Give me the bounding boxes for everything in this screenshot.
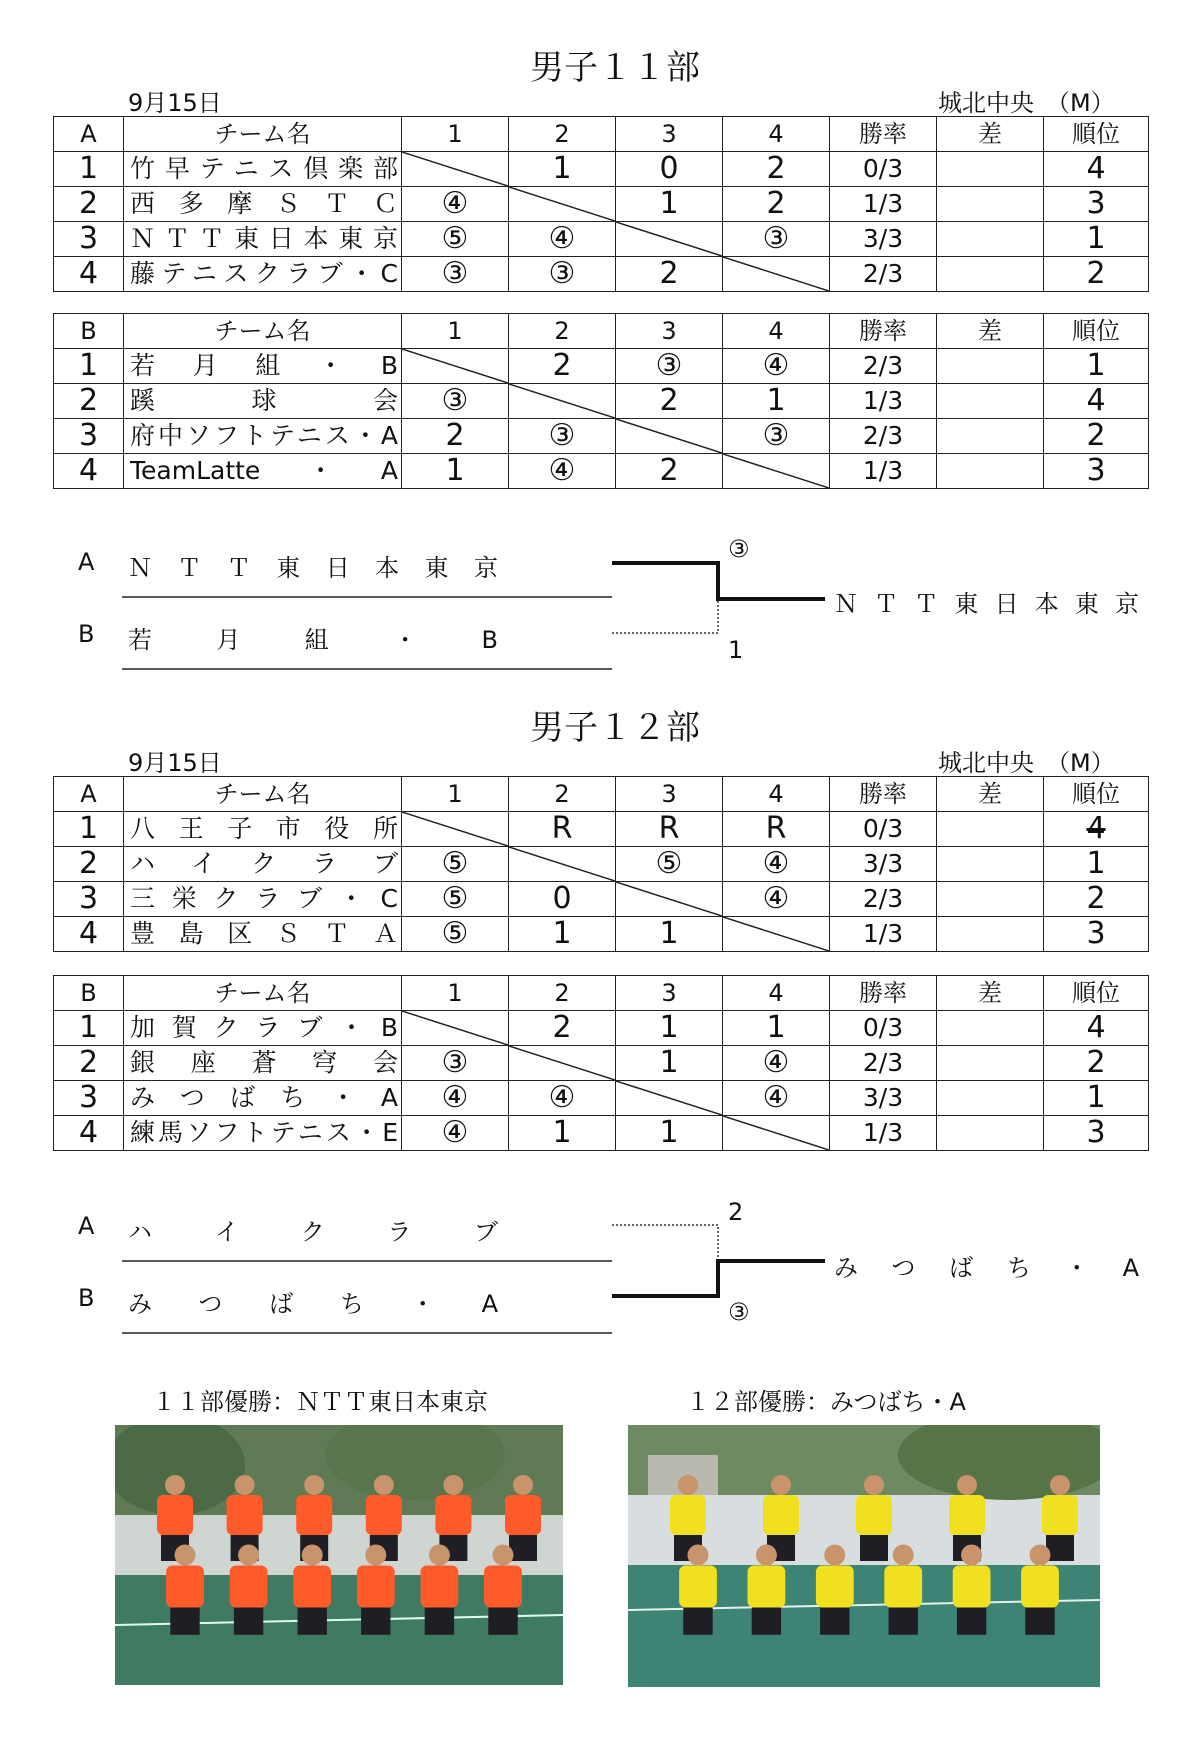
team-name-cell bbox=[124, 812, 402, 847]
match-result: 2 bbox=[616, 384, 723, 419]
match-result: ⑤ bbox=[402, 917, 509, 952]
match-result: 2 bbox=[509, 349, 616, 384]
diff-cell bbox=[937, 1081, 1044, 1116]
rank-header: 順位 bbox=[1044, 314, 1149, 349]
winrate-cell: 2/3 bbox=[830, 419, 937, 454]
table-header-row bbox=[54, 777, 1149, 812]
winrate-cell: 1/3 bbox=[830, 384, 937, 419]
col2-header: 2 bbox=[509, 314, 616, 349]
match-result: ④ bbox=[509, 454, 616, 489]
diagonal-cell bbox=[616, 1081, 723, 1116]
diagonal-line bbox=[616, 882, 722, 916]
match-result: ④ bbox=[509, 222, 616, 257]
final1-b-team: 若月組・B bbox=[128, 626, 498, 654]
diagonal-line bbox=[509, 1046, 615, 1080]
team-name-cell bbox=[124, 1011, 402, 1046]
final1-winner: ＮＴＴ東日本東京 bbox=[834, 590, 1139, 618]
col3-header: 3 bbox=[616, 117, 723, 152]
rank-cell: 4 bbox=[1044, 152, 1149, 187]
diagonal-cell bbox=[616, 882, 723, 917]
group-label: A bbox=[54, 777, 124, 812]
match-result: 2 bbox=[616, 257, 723, 292]
match-result: 1 bbox=[509, 1116, 616, 1151]
winrate-cell: 2/3 bbox=[830, 349, 937, 384]
rank-header: 順位 bbox=[1044, 976, 1149, 1011]
team-name-cell bbox=[124, 1116, 402, 1151]
match-result: ③ bbox=[616, 349, 723, 384]
match-result: ③ bbox=[509, 257, 616, 292]
winrate-cell: 1/3 bbox=[830, 187, 937, 222]
row-number: 3 bbox=[54, 882, 124, 917]
group-label: B bbox=[54, 314, 124, 349]
team-name: TeamLatte・A bbox=[130, 456, 398, 485]
match-result: ④ bbox=[723, 1046, 830, 1081]
team-name: みつばち・A bbox=[130, 1083, 398, 1112]
match-result: ③ bbox=[402, 1046, 509, 1081]
rank-cell: 3 bbox=[1044, 454, 1149, 489]
diagonal-line bbox=[723, 917, 829, 951]
table-row bbox=[54, 1046, 1149, 1081]
diff-cell bbox=[937, 847, 1044, 882]
photo1-illustration bbox=[115, 1425, 563, 1685]
match-result: ③ bbox=[402, 384, 509, 419]
match-result: ④ bbox=[723, 882, 830, 917]
col2-header: 2 bbox=[509, 976, 616, 1011]
section2-venue: 城北中央 （M） bbox=[938, 749, 1115, 777]
col4-header: 4 bbox=[723, 976, 830, 1011]
rank-cell: 2 bbox=[1044, 882, 1149, 917]
final2-b-score: ③ bbox=[728, 1298, 750, 1326]
winrate-cell: 0/3 bbox=[830, 1011, 937, 1046]
table-row bbox=[54, 917, 1149, 952]
team-name: 藤テニスクラブ・C bbox=[130, 259, 398, 288]
winrate-header: 勝率 bbox=[830, 976, 937, 1011]
table-row bbox=[54, 812, 1149, 847]
table-row bbox=[54, 847, 1149, 882]
team-name: 竹早テニス倶楽部 bbox=[130, 154, 398, 183]
group-label: A bbox=[54, 117, 124, 152]
rank-header: 順位 bbox=[1044, 117, 1149, 152]
team-name-cell bbox=[124, 917, 402, 952]
match-result: 2 bbox=[616, 454, 723, 489]
col1-header: 1 bbox=[402, 117, 509, 152]
rank-cell: 1 bbox=[1044, 222, 1149, 257]
team-col-header: チーム名 bbox=[124, 976, 402, 1011]
match-result: ③ bbox=[723, 222, 830, 257]
team-name-cell bbox=[124, 1081, 402, 1116]
final2-b-label: B bbox=[78, 1284, 95, 1312]
match-result: ③ bbox=[402, 257, 509, 292]
winrate-header: 勝率 bbox=[830, 777, 937, 812]
table-header-row bbox=[54, 976, 1149, 1011]
match-result: 1 bbox=[616, 1116, 723, 1151]
match-result: 0 bbox=[509, 882, 616, 917]
rank-cell: 4 bbox=[1044, 384, 1149, 419]
final2-winner: みつばち・A bbox=[834, 1254, 1139, 1282]
match-result: R bbox=[616, 812, 723, 847]
row-number: 3 bbox=[54, 419, 124, 454]
match-result: ④ bbox=[723, 847, 830, 882]
col4-header: 4 bbox=[723, 777, 830, 812]
final1-a-score: ③ bbox=[728, 535, 750, 563]
diagonal-cell bbox=[723, 1116, 830, 1151]
row-number: 4 bbox=[54, 917, 124, 952]
match-result: 1 bbox=[402, 454, 509, 489]
photo2-illustration bbox=[628, 1425, 1100, 1687]
rank-cell: 4 bbox=[1044, 812, 1149, 847]
match-result: ③ bbox=[723, 419, 830, 454]
match-result: ③ bbox=[509, 419, 616, 454]
diagonal-cell bbox=[509, 1046, 616, 1081]
team-col-header: チーム名 bbox=[124, 777, 402, 812]
team-name: 蹊球会 bbox=[130, 386, 398, 415]
row-number: 4 bbox=[54, 454, 124, 489]
rank-cell: 2 bbox=[1044, 1046, 1149, 1081]
diff-header: 差 bbox=[937, 777, 1044, 812]
winrate-cell: 2/3 bbox=[830, 257, 937, 292]
team-name: 若月組・B bbox=[130, 351, 398, 380]
match-result: ④ bbox=[402, 1116, 509, 1151]
match-result: ④ bbox=[402, 187, 509, 222]
match-result: 2 bbox=[509, 1011, 616, 1046]
winrate-cell: 1/3 bbox=[830, 917, 937, 952]
row-number: 1 bbox=[54, 812, 124, 847]
team-name-cell bbox=[124, 882, 402, 917]
diagonal-line bbox=[723, 1116, 829, 1150]
match-result: ⑤ bbox=[402, 847, 509, 882]
col3-header: 3 bbox=[616, 777, 723, 812]
winrate-cell: 0/3 bbox=[830, 812, 937, 847]
team-name: 練馬ソフトテニス・E bbox=[130, 1118, 398, 1147]
col4-header: 4 bbox=[723, 314, 830, 349]
table-row bbox=[54, 1116, 1149, 1151]
match-result: ④ bbox=[723, 1081, 830, 1116]
team-name: ＮＴＴ東日本東京 bbox=[130, 224, 398, 253]
match-result: ④ bbox=[723, 349, 830, 384]
match-result: R bbox=[723, 812, 830, 847]
row-number: 3 bbox=[54, 222, 124, 257]
team-name: 三栄クラブ・C bbox=[130, 884, 398, 913]
team-col-header: チーム名 bbox=[124, 117, 402, 152]
winrate-header: 勝率 bbox=[830, 117, 937, 152]
match-result: 1 bbox=[616, 187, 723, 222]
match-result: ④ bbox=[402, 1081, 509, 1116]
rank-cell: 2 bbox=[1044, 257, 1149, 292]
section1-title: 男子１１部 bbox=[530, 48, 700, 88]
diff-header: 差 bbox=[937, 976, 1044, 1011]
section1-date: 9月15日 bbox=[128, 89, 222, 117]
team-name: 西多摩ＳＴＣ bbox=[130, 189, 398, 218]
team-name-cell bbox=[124, 847, 402, 882]
rank-cell: 3 bbox=[1044, 917, 1149, 952]
rank-cell: 1 bbox=[1044, 847, 1149, 882]
final2-a-team: ハイクラブ bbox=[128, 1218, 498, 1246]
row-number: 4 bbox=[54, 257, 124, 292]
col1-header: 1 bbox=[402, 777, 509, 812]
diagonal-line bbox=[402, 1011, 508, 1045]
winrate-cell: 1/3 bbox=[830, 1116, 937, 1151]
photo1-caption: １１部優勝：ＮＴＴ東日本東京 bbox=[152, 1388, 488, 1416]
group-label: B bbox=[54, 976, 124, 1011]
photo1-team-11 bbox=[115, 1425, 563, 1685]
diff-cell bbox=[937, 1011, 1044, 1046]
row-number: 2 bbox=[54, 1046, 124, 1081]
diff-header: 差 bbox=[937, 314, 1044, 349]
match-result: 1 bbox=[723, 384, 830, 419]
team-name: 府中ソフトテニス・A bbox=[130, 421, 398, 450]
row-number: 4 bbox=[54, 1116, 124, 1151]
row-number: 1 bbox=[54, 152, 124, 187]
table-row bbox=[54, 1081, 1149, 1116]
diff-cell bbox=[937, 882, 1044, 917]
final1-b-label: B bbox=[78, 620, 95, 648]
winrate-header: 勝率 bbox=[830, 314, 937, 349]
row-number: 2 bbox=[54, 384, 124, 419]
match-result: 1 bbox=[616, 1046, 723, 1081]
team-name: 加賀クラブ・B bbox=[130, 1013, 398, 1042]
col3-header: 3 bbox=[616, 976, 723, 1011]
rank-cell: 1 bbox=[1044, 1081, 1149, 1116]
match-result: 1 bbox=[616, 1011, 723, 1046]
diagonal-cell bbox=[509, 847, 616, 882]
rank-cell: 1 bbox=[1044, 349, 1149, 384]
diff-cell bbox=[937, 812, 1044, 847]
match-result: R bbox=[509, 812, 616, 847]
col3-header: 3 bbox=[616, 314, 723, 349]
diff-header: 差 bbox=[937, 117, 1044, 152]
match-result: ④ bbox=[509, 1081, 616, 1116]
section2-date: 9月15日 bbox=[128, 749, 222, 777]
match-result: 2 bbox=[723, 152, 830, 187]
table-row bbox=[54, 882, 1149, 917]
table-row bbox=[54, 1011, 1149, 1046]
diff-cell bbox=[937, 1046, 1044, 1081]
row-number: 3 bbox=[54, 1081, 124, 1116]
section2-group-b-table bbox=[53, 975, 1149, 1151]
diff-cell bbox=[937, 917, 1044, 952]
team-name: ハイクラブ bbox=[130, 849, 398, 878]
final2-b-team: みつばち・A bbox=[128, 1290, 498, 1318]
rank-header: 順位 bbox=[1044, 777, 1149, 812]
match-result: ⑤ bbox=[402, 222, 509, 257]
match-result: 1 bbox=[616, 917, 723, 952]
match-result: ⑤ bbox=[616, 847, 723, 882]
final2-a-label: A bbox=[78, 1212, 95, 1240]
team-name-cell bbox=[124, 1046, 402, 1081]
diagonal-cell bbox=[723, 917, 830, 952]
winrate-cell: 2/3 bbox=[830, 1046, 937, 1081]
winrate-cell: 0/3 bbox=[830, 152, 937, 187]
team-name: 豊島区ＳＴＡ bbox=[130, 919, 398, 948]
winrate-cell: 3/3 bbox=[830, 847, 937, 882]
diagonal-cell bbox=[402, 1011, 509, 1046]
row-number: 1 bbox=[54, 1011, 124, 1046]
col2-header: 2 bbox=[509, 117, 616, 152]
rank-cell: 2 bbox=[1044, 419, 1149, 454]
row-number: 2 bbox=[54, 187, 124, 222]
match-result: 1 bbox=[723, 1011, 830, 1046]
section2-title: 男子１２部 bbox=[530, 708, 700, 748]
final1-a-label: A bbox=[78, 548, 95, 576]
team-name: 八王子市役所 bbox=[130, 814, 398, 843]
rank-cell: 4 bbox=[1044, 1011, 1149, 1046]
team-col-header: チーム名 bbox=[124, 314, 402, 349]
final1-b-score: 1 bbox=[728, 636, 744, 664]
row-number: 2 bbox=[54, 847, 124, 882]
photo2-caption: １２部優勝：みつばち・A bbox=[686, 1388, 966, 1416]
winrate-cell: 1/3 bbox=[830, 454, 937, 489]
row-number: 1 bbox=[54, 349, 124, 384]
match-result: ⑤ bbox=[402, 882, 509, 917]
match-result: 2 bbox=[723, 187, 830, 222]
diagonal-line bbox=[616, 1081, 722, 1115]
match-result: 2 bbox=[402, 419, 509, 454]
match-result: 1 bbox=[509, 917, 616, 952]
rank-cell: 3 bbox=[1044, 187, 1149, 222]
diagonal-line bbox=[402, 812, 508, 846]
section1-venue: 城北中央 （M） bbox=[938, 89, 1115, 117]
rank-cell: 3 bbox=[1044, 1116, 1149, 1151]
col1-header: 1 bbox=[402, 976, 509, 1011]
diagonal-line bbox=[509, 847, 615, 881]
diff-cell bbox=[937, 1116, 1044, 1151]
photo2-team-12 bbox=[628, 1425, 1100, 1687]
section2-group-a-table bbox=[53, 776, 1149, 952]
final1-a-team: ＮＴＴ東日本東京 bbox=[128, 554, 498, 582]
final2-a-score: 2 bbox=[728, 1198, 744, 1226]
winrate-cell: 3/3 bbox=[830, 222, 937, 257]
winrate-cell: 2/3 bbox=[830, 882, 937, 917]
team-name: 銀座蒼穹会 bbox=[130, 1048, 398, 1077]
winrate-cell: 3/3 bbox=[830, 1081, 937, 1116]
match-result: 1 bbox=[509, 152, 616, 187]
match-result: 0 bbox=[616, 152, 723, 187]
col1-header: 1 bbox=[402, 314, 509, 349]
col2-header: 2 bbox=[509, 777, 616, 812]
diagonal-cell bbox=[402, 812, 509, 847]
col4-header: 4 bbox=[723, 117, 830, 152]
